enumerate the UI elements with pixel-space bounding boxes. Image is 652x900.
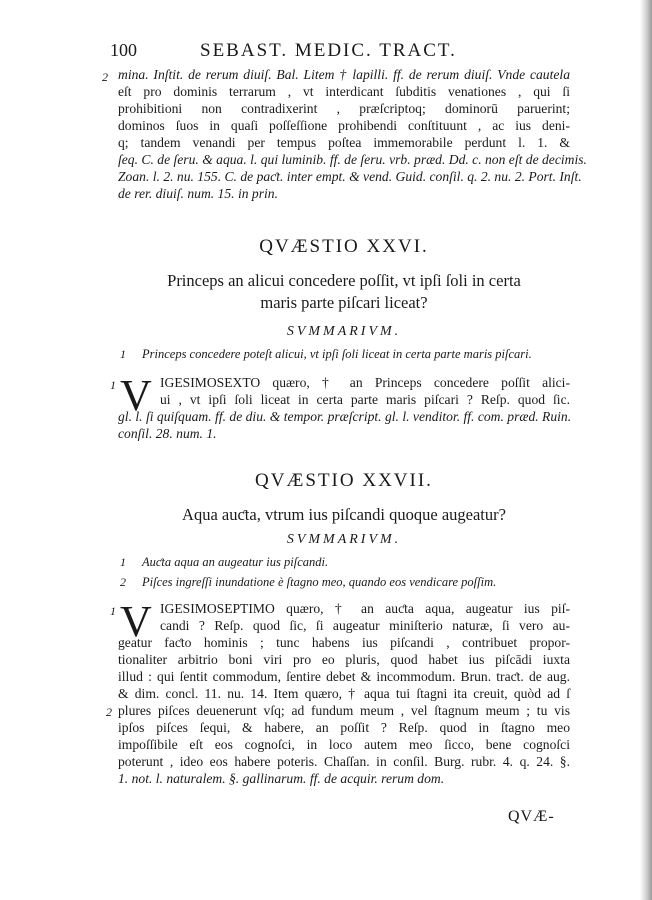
text-line: geatur faƈto hominis ; tunc habens ius piſcandi , contribuet propor- [118,635,570,650]
text-line: plures piſces deuenerunt vſq; ad fundum meum , vel ſtagnum meum ; tu vis [118,703,570,718]
page-edge-shadow [640,0,652,900]
title-line: Princeps an alicui concedere poſſit, vt ipſi ſoli in certa [167,271,521,290]
question-26-body-top [160,374,570,408]
summary-item: Auƈta aqua an augeatur ius piſcandi. [142,555,329,569]
question-26-title [118,270,570,314]
text-line: poterunt , ideo eos habere poteris. Chaſſan. in conſil. Burg. rubr. 4. q. 24. §. [118,754,570,769]
text-line: mina. Inſtit. de rerum diuiſ. Bal. Litem † lapilli. ff. de rerum diuiſ. Vnde cautela [118,67,570,82]
summary-item: Princeps concedere poteſt alicui, vt ipſi ſoli liceat in certa parte maris piſcari. [142,347,532,361]
summary-item: Piſces ingreſſi inundatione è ſtagno meo, quando eos vendicare poſſim. [142,575,497,589]
text-line: illud : qui ſentit commodum, ſentire debet & incommodum. Brun. traƈt. de aug. [118,669,570,684]
text-line: Zoan. l. 2. nu. 155. C. de paƈt. inter empt. & vend. Guid. conſil. q. 2. nu. 2. Port. Inſt. [118,169,582,184]
text-line: IGESIMOSEXTO quæro, † an Princeps concedere poſſit alici- [160,375,570,390]
text-line: de rer. diuiſ. num. 15. in prin. [118,186,278,201]
drop-capital: V [120,371,152,420]
text-line: dominos ſuos in quaſi poſſeſſione prohibendi conſtituunt , ac ius deni- [118,118,570,133]
text-line: & dim. concl. 11. nu. 14. Item quæro, † aqua tui ſtagni ita creuit, quòd ad ſ [118,686,570,701]
text-line: tionaliter arbitrio boni viri pro eo pluris, quod habet ius piſcādi iuxta [118,652,570,667]
summary-number: 2 [120,575,126,589]
question-27-body-bottom [118,634,570,787]
summary-number: 1 [120,347,126,361]
text-line: prohibitioni non contradixerint , præſcriptoq; dominorū paruerint; [118,101,570,116]
margin-note: 2 [102,70,108,84]
question-26-summary-heading: SVMMARIVM. [286,324,402,339]
summary-number: 1 [120,555,126,569]
question-27-body-top [160,600,570,634]
margin-note: 1 [110,378,116,392]
catchword: QVÆ- [508,808,555,825]
running-head: SEBAST. MEDIC. TRACT. [200,40,457,61]
margin-note: 2 [106,705,112,719]
text-line: impoſſibile eſt eos cognoſci, in loco autem meo ſicco, bene cognoſci [118,737,570,752]
text-line: ſeq. C. de ſeru. & aqua. l. qui luminib. ff. de ſeru. vrb. præd. Dd. c. non eſt de decimis. [118,152,587,167]
title-line: maris parte piſcari liceat? [260,293,428,312]
title-line: Aqua auƈta, vtrum ius piſcandi quoque augeatur? [182,505,506,524]
text-line: 1. not. l. naturalem. §. gallinarum. ff. de acquir. rerum dom. [118,771,445,786]
text-line: conſil. 28. num. 1. [118,426,217,441]
margin-note: 1 [110,604,116,618]
question-27-heading: QVÆSTIO XXVII. [255,470,433,491]
page-number: 100 [110,40,137,60]
text-line: ipſos piſces ſequi, & habere, an poſſit ? Reſp. quod in ſtagno meo [118,720,570,735]
text-line: gl. l. ſi quiſquam. ff. de diu. & tempor. præſcript. gl. l. venditor. ff. com. præd. Ruin. [118,409,572,424]
question-27-summary-heading: SVMMARIVM. [286,532,402,547]
text-line: candi ? Reſp. quod ſic, ſi augeatur miniſterio naturæ, ſi vero au- [160,618,570,633]
text-line: ui , vt ipſi ſoli liceat in certa parte maris piſcari ? Reſp. quod ſic. [160,392,570,407]
question-26-body-bottom [118,408,570,442]
text-line: IGESIMOSEPTIMO quæro, † an auƈta aqua, augeatur ius piſ- [160,601,570,616]
question-26-heading: QVÆSTIO XXVI. [259,236,429,257]
text-line: eſt pro dominis terrarum , vt interdicant ſubditis venationes , qui ſi [118,84,570,99]
drop-capital: V [120,597,152,646]
question-27-title [118,504,570,526]
text-line: q; tandem venandi per tempus poſtea immemorabile perdunt l. 1. & [118,135,570,150]
intro-paragraph [118,66,587,202]
page-header [110,40,570,64]
